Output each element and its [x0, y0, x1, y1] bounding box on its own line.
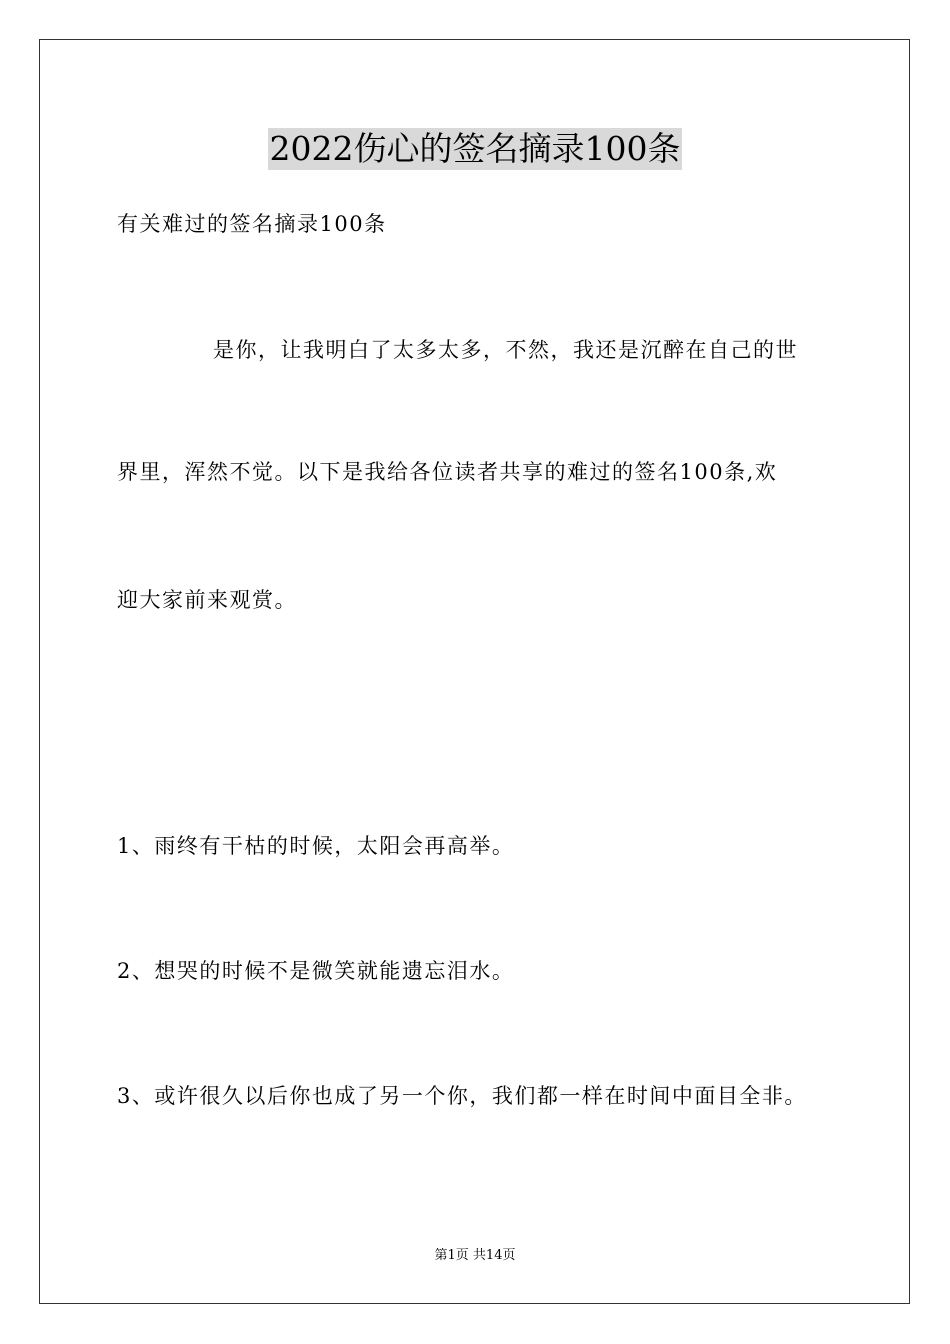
title-container [0, 128, 950, 170]
intro-line-3: 迎大家前来观赏。 [117, 588, 297, 612]
list-item-2: 2、想哭的时候不是微笑就能遗忘泪水。 [117, 959, 515, 983]
document-subtitle: 有关难过的签名摘录100条 [117, 212, 387, 236]
intro-line-2: 界里，浑然不觉。以下是我给各位读者共享的难过的签名100条,欢 [117, 460, 778, 484]
list-item-1: 1、雨终有干枯的时候，太阳会再高举。 [117, 834, 515, 858]
intro-line-1: 是你，让我明白了太多太多，不然，我还是沉醉在自己的世 [213, 338, 798, 362]
page-footer: 第1页 共14页 [434, 1248, 516, 1263]
document-title: 2022伤心的签名摘录100条 [269, 129, 681, 168]
list-item-3: 3、或许很久以后你也成了另一个你，我们都一样在时间中面目全非。 [117, 1084, 807, 1108]
